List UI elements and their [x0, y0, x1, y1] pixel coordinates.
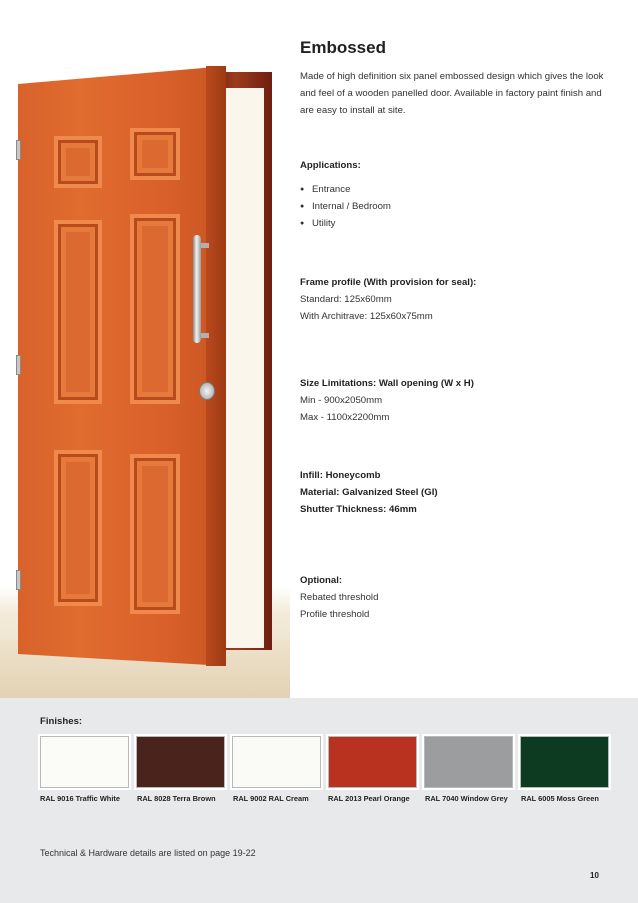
size-min: Min - 900x2050mm	[300, 395, 383, 406]
door-leaf	[18, 66, 226, 666]
page-title: Embossed	[300, 38, 386, 57]
door-illustration	[0, 0, 290, 698]
door-opening	[226, 88, 264, 648]
door-panel-bottom-left	[54, 450, 102, 606]
hinge-icon	[16, 355, 21, 375]
lock-icon	[199, 382, 215, 400]
optional-section	[300, 572, 620, 623]
swatch-ral-cream	[232, 736, 321, 788]
swatch-label: RAL 8028 Terra Brown	[137, 794, 216, 803]
swatch-window-grey	[424, 736, 513, 788]
applications-heading: Applications:	[300, 160, 361, 171]
applications-list	[300, 181, 620, 232]
door-panel-top-left	[54, 136, 102, 188]
swatch-label: RAL 9016 Traffic White	[40, 794, 120, 803]
swatch-moss-green	[520, 736, 609, 788]
specs-section	[300, 467, 620, 518]
door-panel-mid-right	[130, 214, 180, 404]
swatch-pearl-orange	[328, 736, 417, 788]
door-panel-top-right	[130, 128, 180, 180]
page-number: 10	[590, 871, 599, 880]
footnote: Technical & Hardware details are listed on page 19-22	[40, 848, 256, 858]
finishes-heading: Finishes:	[40, 716, 83, 727]
thickness-spec: Shutter Thickness: 46mm	[300, 504, 417, 515]
list-item: ● Utility	[300, 215, 620, 232]
intro-text: Made of high definition six panel embossed design which gives the look and feel of a wooden panelled door. Available in factory paint finish and are easy to install at site.	[300, 71, 604, 116]
list-item: ● Entrance	[300, 181, 620, 198]
hinge-icon	[16, 140, 21, 160]
swatch-terra-brown	[136, 736, 225, 788]
optional-profile: Profile threshold	[300, 609, 370, 620]
swatch-label: RAL 9002 RAL Cream	[233, 794, 309, 803]
door-panel-bottom-right	[130, 454, 180, 614]
door-edge	[206, 66, 226, 666]
swatch-label: RAL 7040 Window Grey	[425, 794, 508, 803]
applications-section	[300, 157, 620, 232]
list-item: ● Internal / Bedroom	[300, 198, 620, 215]
swatch-label: RAL 6005 Moss Green	[521, 794, 599, 803]
swatch-label: RAL 2013 Pearl Orange	[328, 794, 410, 803]
swatch-traffic-white	[40, 736, 129, 788]
size-limitations-section	[300, 375, 620, 426]
frame-profile-heading: Frame profile (With provision for seal):	[300, 277, 477, 288]
size-limitations-heading: Size Limitations: Wall opening (W x H)	[300, 378, 474, 389]
infill-spec: Infill: Honeycomb	[300, 470, 381, 481]
size-max: Max - 1100x2200mm	[300, 412, 390, 423]
optional-heading: Optional:	[300, 575, 343, 586]
door-panel-mid-left	[54, 220, 102, 404]
material-spec: Material: Galvanized Steel (GI)	[300, 487, 438, 498]
pull-handle-icon	[193, 235, 201, 343]
frame-profile-section	[300, 274, 620, 325]
frame-profile-standard: Standard: 125x60mm	[300, 294, 392, 305]
optional-rebated: Rebated threshold	[300, 592, 379, 603]
hinge-icon	[16, 570, 21, 590]
frame-profile-architrave: With Architrave: 125x60x75mm	[300, 311, 433, 322]
